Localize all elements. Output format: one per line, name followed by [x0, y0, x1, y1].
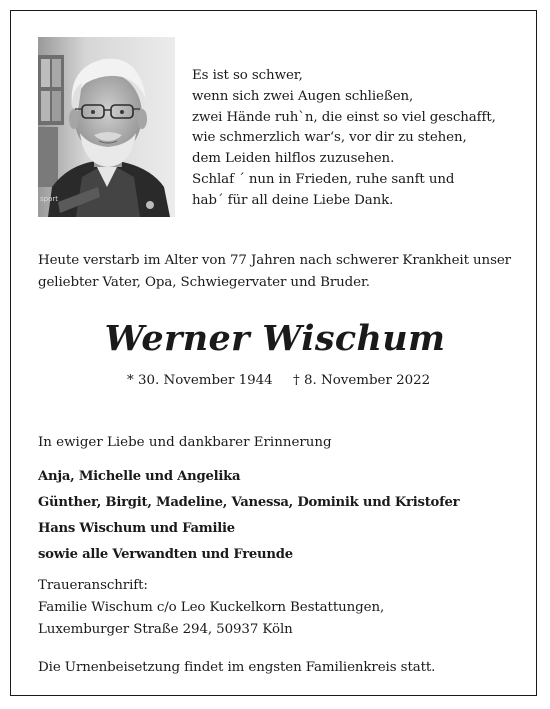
mourning-address: [38, 575, 384, 641]
memory-line: In ewiger Liebe und dankbarer Erinnerung: [38, 435, 332, 450]
poem-line: hab´ für all deine Liebe Dank.: [192, 192, 394, 208]
poem-line: dem Leiden hilflos zuzusehen.: [192, 151, 395, 167]
birth-date: * 30. November 1944: [127, 373, 273, 388]
poem-line: Es ist so schwer,: [192, 68, 303, 83]
mourners-list: [38, 464, 459, 568]
mourners-line: Günther, Birgit, Madeline, Vanessa, Dominik und Kristofer: [38, 495, 460, 510]
urn-notice: Die Urnenbeisetzung findet im engsten Familienkreis statt.: [38, 660, 436, 675]
announcement-text: [38, 250, 516, 294]
deceased-name: Werner Wischum: [104, 318, 446, 359]
poem-line: wenn sich zwei Augen schließen,: [192, 88, 414, 104]
poem-line: zwei Hände ruh`n, die einst so viel geschafft,: [192, 109, 496, 125]
shirt-print: sport: [40, 195, 58, 203]
announcement-line: geliebter Vater, Opa, Schwiegervater und Bruder.: [38, 275, 370, 290]
mourners-line: Anja, Michelle und Angelika: [38, 469, 241, 484]
mourners-line: sowie alle Verwandten und Freunde: [38, 547, 293, 562]
portrait-photo: [38, 37, 175, 217]
poem-line: wie schmerzlich war‘s, vor dir zu stehen,: [192, 130, 467, 146]
announcement-line: Heute verstarb im Alter von 77 Jahren nach schwerer Krankheit unser: [38, 253, 511, 268]
address-line: Luxemburger Straße 294, 50937 Köln: [38, 622, 293, 637]
address-line: Familie Wischum c/o Leo Kuckelkorn Bestattungen,: [38, 600, 385, 615]
poem: [192, 66, 496, 212]
mourners-line: Hans Wischum und Familie: [38, 521, 235, 536]
death-date: † 8. November 2022: [293, 373, 431, 388]
poem-line: Schlaf ´ nun in Frieden, ruhe sanft und: [192, 171, 455, 187]
address-heading: Traueranschrift:: [38, 578, 148, 593]
